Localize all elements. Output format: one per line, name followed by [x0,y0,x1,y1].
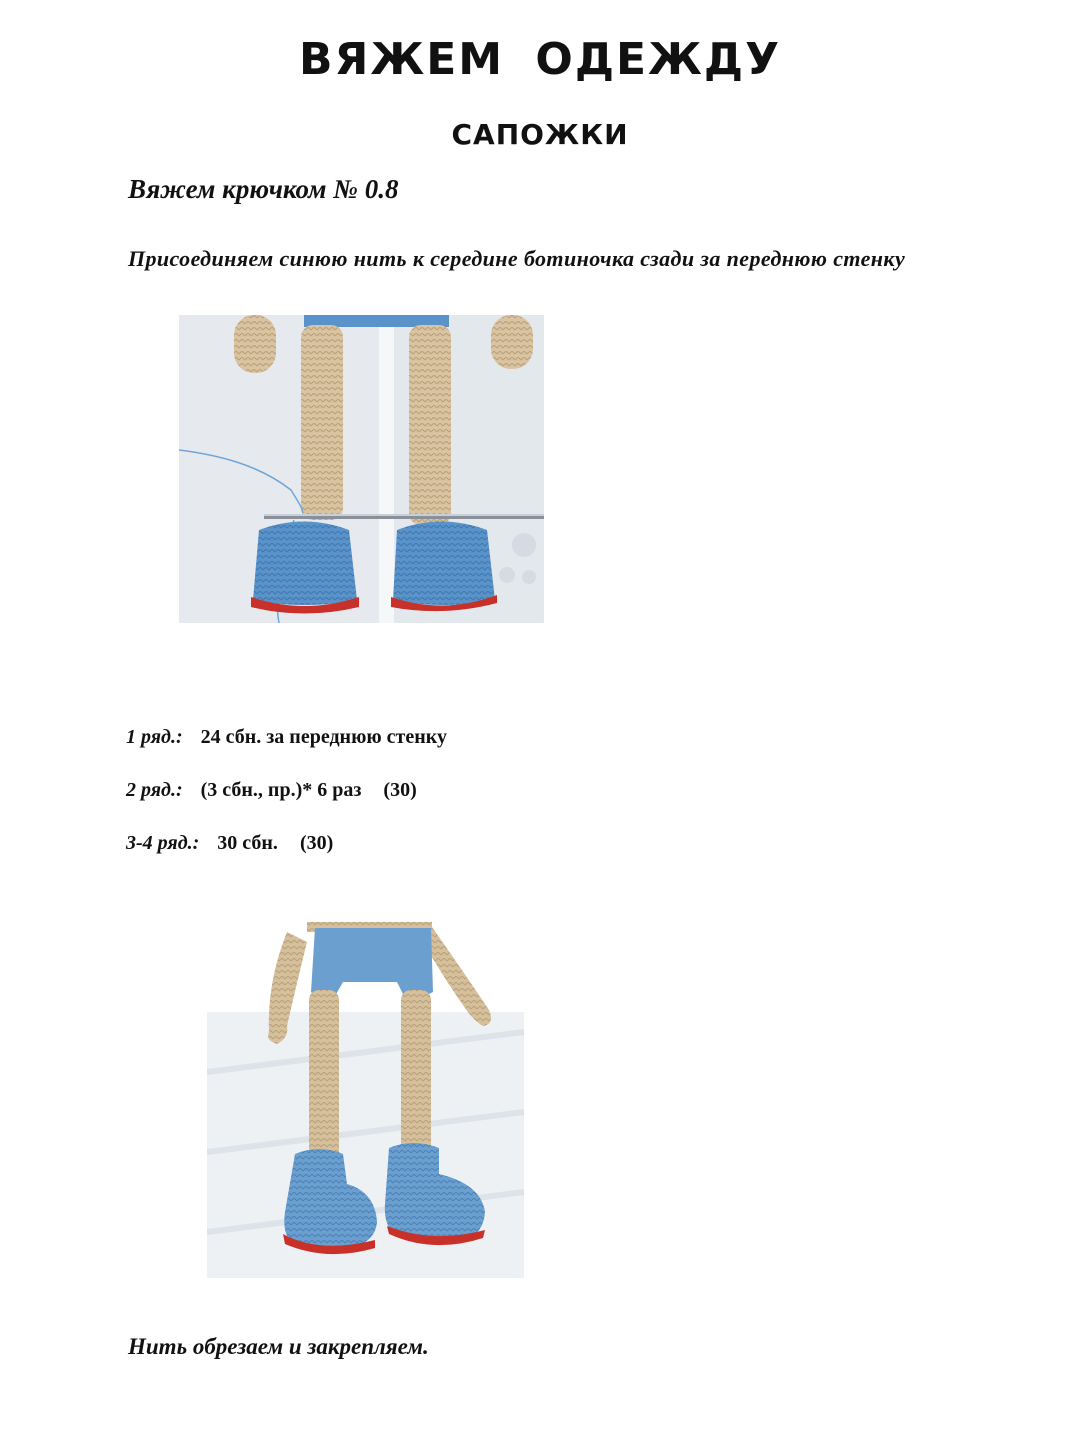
row-2 [126,779,417,802]
row-label: 3-4 ряд.: [126,832,200,854]
intro-text: Присоединяем синюю нить к середине ботиночка сзади за переднюю стенку [128,246,906,271]
footer-text: Нить обрезаем и закрепляем. [128,1334,429,1359]
page-title: ВЯЖЕМ ОДЕЖДУ [298,34,782,85]
row-count: (30) [299,832,334,854]
hook-size-text: Вяжем крючком № 0.8 [128,174,399,204]
row-label: 1 ряд.: [126,726,183,748]
row-text: (3 сбн., пр.)* 6 раз [200,779,362,801]
row-text: 24 сбн. за переднюю стенку [200,726,447,748]
row-1 [126,726,447,749]
photo-finished-boots [207,922,524,1278]
row-text: 30 сбн. [217,832,278,854]
row-label: 2 ряд.: [126,779,183,801]
section-title: САПОЖКИ [451,118,629,151]
row-count: (30) [383,779,417,801]
row-3-4 [126,832,333,855]
photo-attach-thread [179,315,544,623]
